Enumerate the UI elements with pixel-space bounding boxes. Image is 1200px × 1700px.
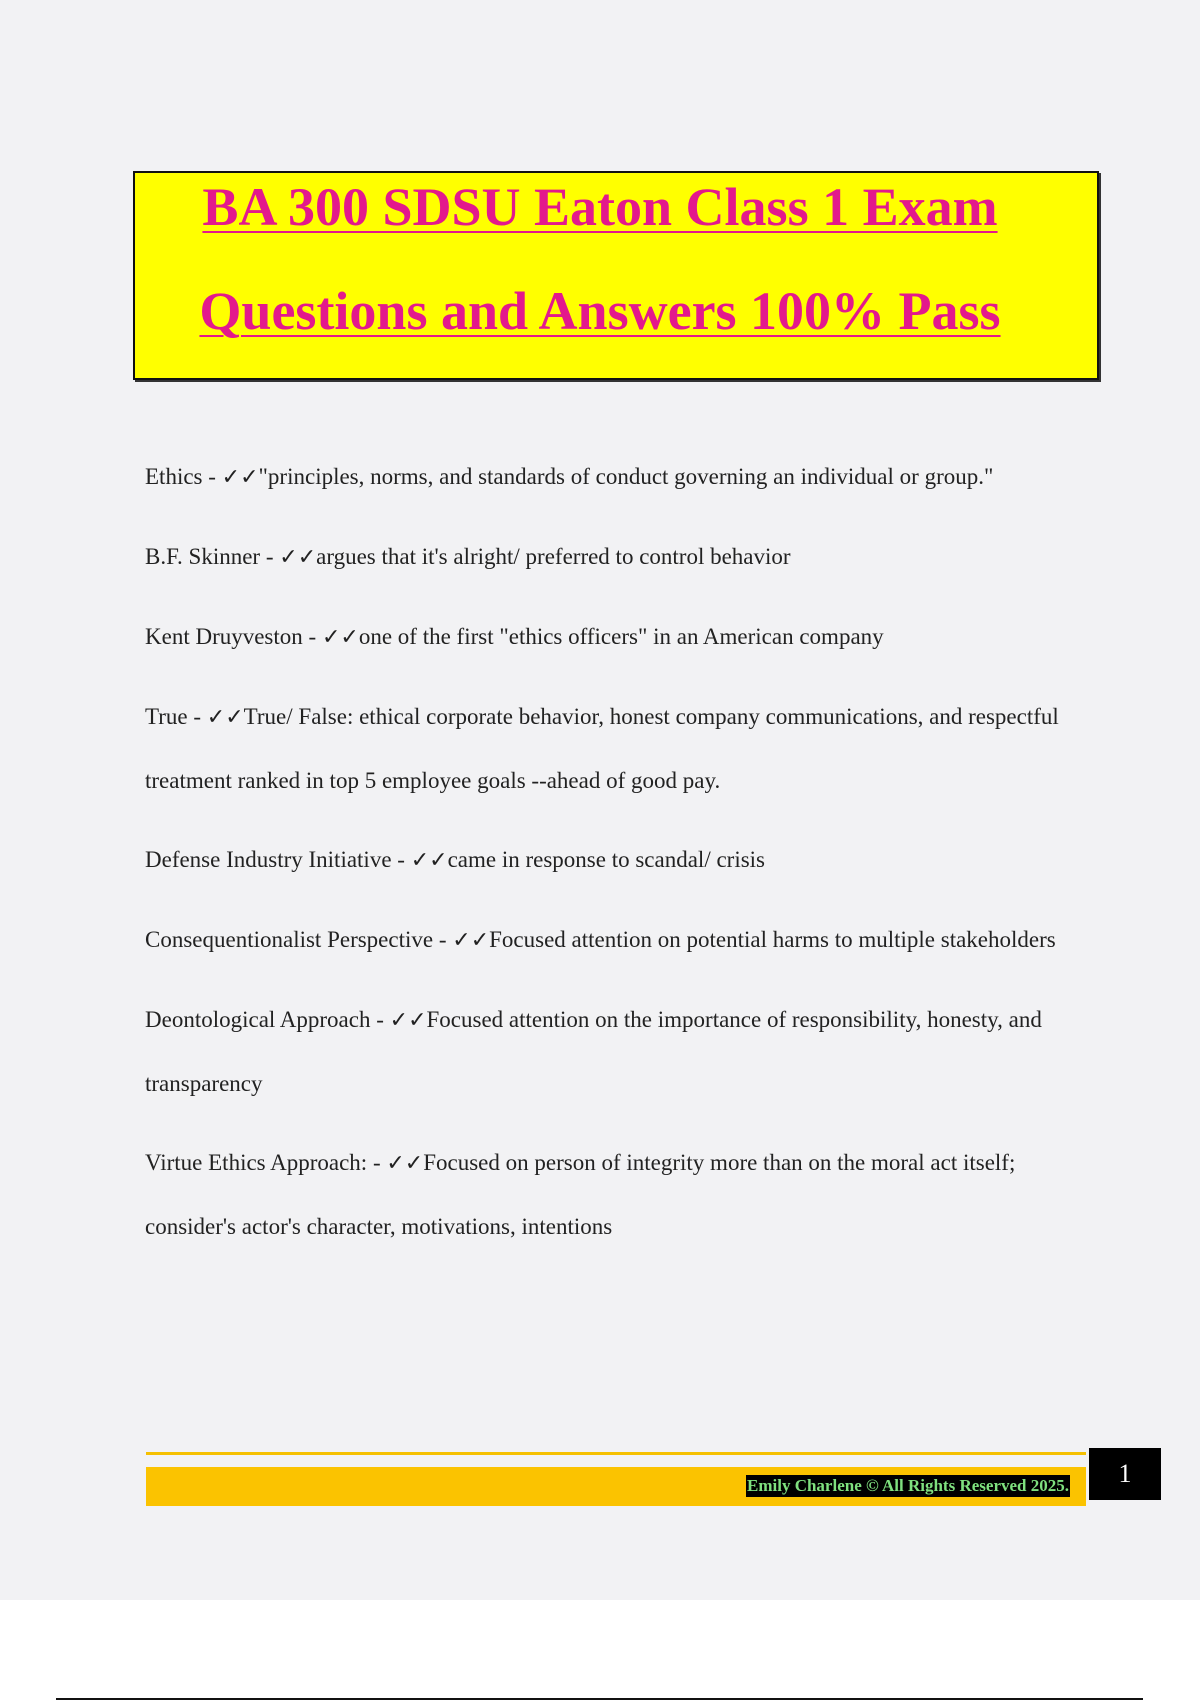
list-item: [145, 908, 1095, 972]
list-item: [145, 445, 1095, 509]
entry-term: Ethics: [145, 464, 203, 489]
entry-definition: one of the first "ethics officers" in an American company: [358, 624, 884, 649]
checkmark-icon: ✓✓: [221, 465, 259, 490]
copyright-notice: Emily Charlene © All Rights Reserved 2025.: [747, 1476, 1069, 1495]
page-number: 1: [1089, 1448, 1161, 1500]
entry-term: B.F. Skinner: [145, 544, 261, 569]
entry-term: Kent Druyveston: [145, 624, 303, 649]
checkmark-icon: ✓✓: [452, 928, 490, 953]
entry-separator: -: [391, 847, 411, 872]
entry-definition: Focused attention on the importance of responsibility, honesty, and transparency: [145, 1007, 1042, 1096]
list-item: [145, 525, 1095, 589]
list-item: [145, 685, 1095, 812]
entry-separator: -: [433, 927, 453, 952]
checkmark-icon: ✓✓: [321, 625, 359, 650]
checkmark-icon: ✓✓: [389, 1008, 427, 1033]
list-item: [145, 1131, 1095, 1258]
checkmark-icon: ✓✓: [410, 848, 448, 873]
flashcard-list: [145, 445, 1095, 1274]
entry-term: Consequentionalist Perspective: [145, 927, 434, 952]
list-item: [145, 828, 1095, 892]
entry-separator: -: [202, 464, 222, 489]
entry-separator: -: [367, 1150, 387, 1175]
entry-definition: came in response to scandal/ crisis: [447, 847, 766, 872]
footer-rule: [146, 1452, 1086, 1455]
entry-term: Deontological Approach: [145, 1007, 371, 1032]
entry-term: Defense Industry Initiative: [145, 847, 392, 872]
list-item: [145, 605, 1095, 669]
checkmark-icon: ✓✓: [386, 1151, 424, 1176]
list-item: [145, 988, 1095, 1115]
checkmark-icon: ✓✓: [279, 545, 317, 570]
entry-separator: -: [370, 1007, 390, 1032]
footer-band: [146, 1467, 1086, 1506]
entry-definition: Focused on person of integrity more than on the moral act itself; consider's actor's character, motivations, intentions: [145, 1150, 1016, 1239]
entry-separator: -: [187, 704, 207, 729]
title-line-1: BA 300 SDSU Eaton Class 1 Exam: [202, 177, 998, 237]
entry-definition: True/ False: ethical corporate behavior, honest company communications, and respectful treatment ranked in top 5 employee goals --ahead of good pay.: [145, 704, 1059, 793]
checkmark-icon: ✓✓: [206, 705, 244, 730]
title-line-2: Questions and Answers 100% Pass: [199, 281, 1001, 341]
entry-separator: -: [260, 544, 280, 569]
entry-definition: Focused attention on potential harms to multiple stakeholders: [489, 927, 1056, 952]
entry-definition: "principles, norms, and standards of conduct governing an individual or group.": [258, 464, 994, 489]
entry-definition: argues that it's alright/ preferred to control behavior: [316, 544, 791, 569]
entry-separator: -: [302, 624, 322, 649]
entry-term: Virtue Ethics Approach:: [145, 1150, 368, 1175]
entry-term: True: [145, 704, 188, 729]
